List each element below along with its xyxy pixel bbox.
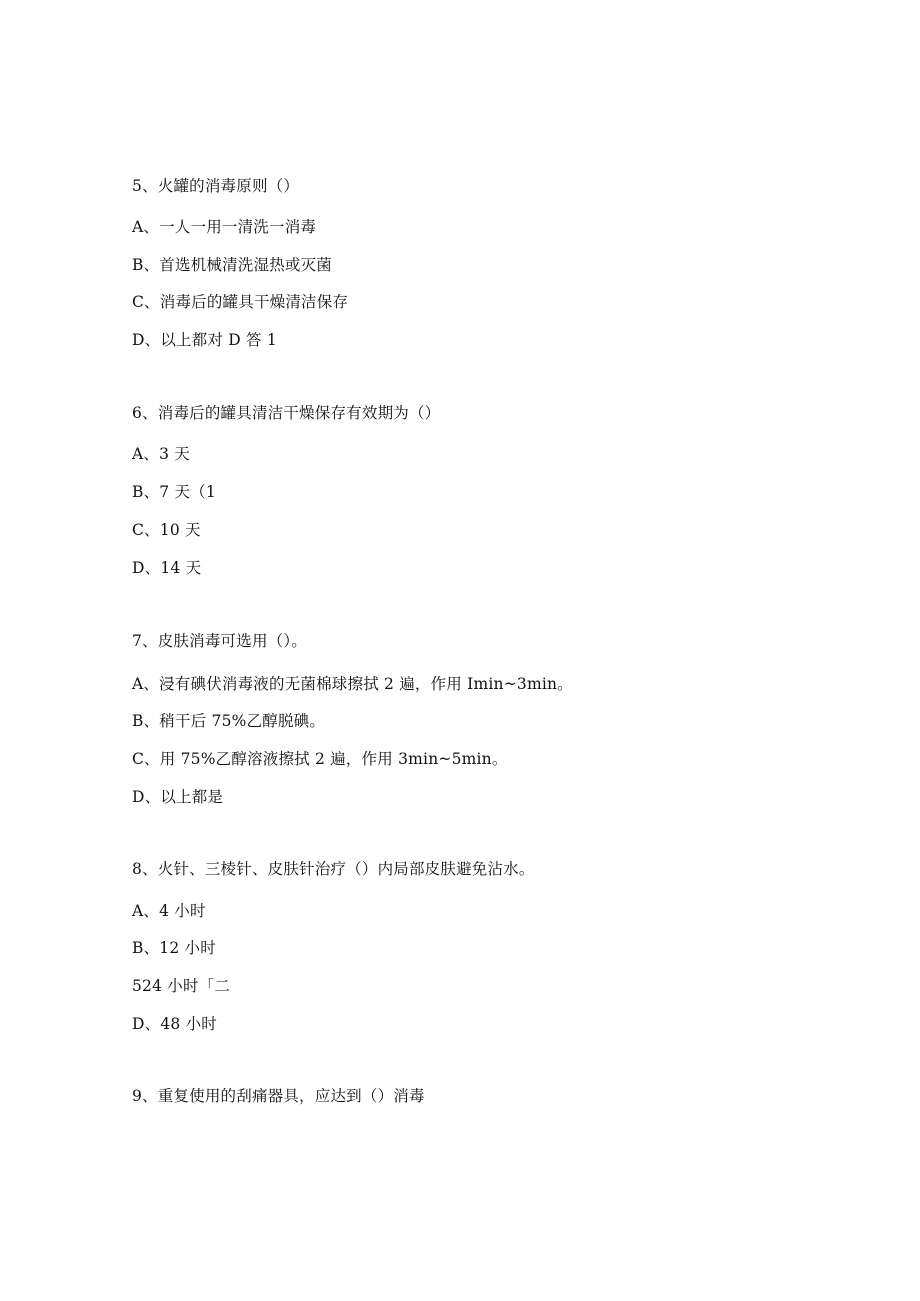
question-5-option-a: A、一人一用一清洗一消毒 bbox=[132, 218, 317, 236]
question-6-option-d: D、14 天 bbox=[132, 559, 202, 577]
question-8-option-d: D、48 小时 bbox=[132, 1015, 217, 1033]
question-5-option-b: B、首选机械清洗湿热或灭菌 bbox=[132, 256, 332, 274]
question-6-option-c: C、10 天 bbox=[132, 521, 201, 539]
question-8-option-a: A、4 小时 bbox=[132, 902, 206, 920]
question-7-option-a: A、浸有碘伏消毒液的无菌棉球擦拭 2 遍，作用 Imin~3min。 bbox=[132, 675, 573, 693]
question-7-option-b: B、稍干后 75%乙醇脱碘。 bbox=[132, 712, 326, 730]
question-6-option-a: A、3 天 bbox=[132, 445, 190, 463]
question-6-stem: 6、消毒后的罐具清洁干燥保存有效期为（） bbox=[132, 404, 441, 422]
question-7-option-c: C、用 75%乙醇溶液擦拭 2 遍，作用 3min~5min。 bbox=[132, 750, 508, 768]
question-8-option-b: B、12 小时 bbox=[132, 939, 216, 957]
question-6-option-b: B、7 天（1 bbox=[132, 483, 216, 501]
question-5-option-c: C、消毒后的罐具干燥清洁保存 bbox=[132, 293, 349, 311]
question-7-option-d: D、以上都是 bbox=[132, 788, 224, 806]
question-9-stem: 9、重复使用的刮痛器具，应达到（）消毒 bbox=[132, 1087, 425, 1105]
question-8-stem: 8、火针、三棱针、皮肤针治疗（）内局部皮肤避免沾水。 bbox=[132, 860, 535, 878]
question-5-stem: 5、火罐的消毒原则（） bbox=[132, 177, 300, 195]
question-5-option-d: D、以上都对 D 答 1 bbox=[132, 331, 277, 349]
question-7-stem: 7、皮肤消毒可选用（）。 bbox=[132, 632, 308, 650]
question-8-option-c: 524 小时「二 bbox=[132, 977, 231, 995]
